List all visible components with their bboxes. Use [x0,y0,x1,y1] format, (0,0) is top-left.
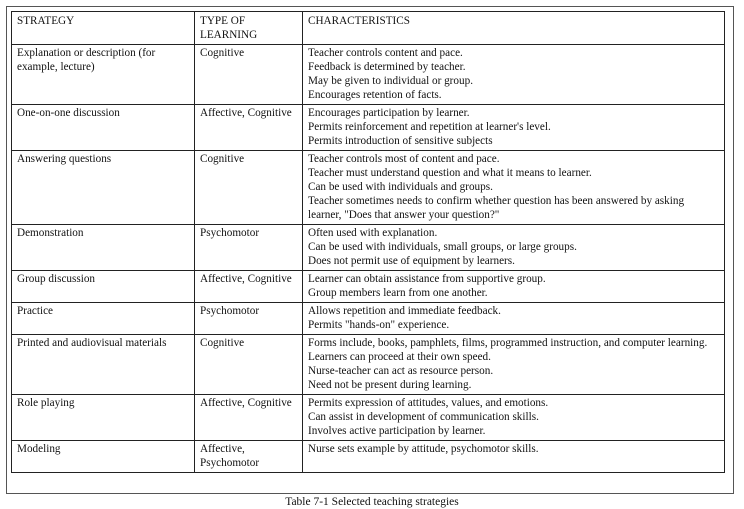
characteristic-item: Need not be present during learning. [308,379,472,391]
type-of-learning-cell: Cognitive [195,151,303,225]
table-row [12,303,725,335]
type-of-learning-cell: Cognitive [195,45,303,105]
characteristics-cell [303,225,725,271]
table-row [12,45,725,105]
header-type-of-learning: TYPE OF LEARNING [195,12,303,45]
strategy-cell: Explanation or description (for example, lecture) [12,45,195,105]
characteristic-item: Encourages participation by learner. [308,107,470,119]
strategy-cell: Practice [12,303,195,335]
characteristics-cell [303,45,725,105]
table-row [12,225,725,271]
table-row [12,395,725,441]
type-of-learning-cell: Psychomotor [195,303,303,335]
teaching-strategies-table [11,11,725,473]
table-body [12,45,725,473]
characteristic-item: Learners can proceed at their own speed. [308,351,491,363]
table-row [12,335,725,395]
characteristics-cell [303,271,725,303]
characteristic-item: Feedback is determined by teacher. [308,61,466,73]
characteristics-cell [303,335,725,395]
table-row [12,441,725,473]
characteristic-item: Allows repetition and immediate feedback. [308,305,501,317]
characteristic-item: Teacher must understand question and what it means to learner. [308,167,592,179]
characteristic-item: Learner can obtain assistance from supportive group. [308,273,546,285]
characteristic-item: Can be used with individuals, small groups, or large groups. [308,241,577,253]
characteristic-item: Permits "hands-on" experience. [308,319,450,331]
characteristic-item: Nurse sets example by attitude, psychomotor skills. [308,443,539,455]
strategy-cell: Answering questions [12,151,195,225]
type-of-learning-cell: Cognitive [195,335,303,395]
table-row [12,105,725,151]
characteristic-item: Can be used with individuals and groups. [308,181,493,193]
table-caption: Table 7-1 Selected teaching strategies [285,496,459,508]
table-header-row [12,12,725,45]
strategy-cell: Printed and audiovisual materials [12,335,195,395]
type-of-learning-cell: Psychomotor [195,225,303,271]
table-row [12,151,725,225]
characteristic-item: Teacher controls content and pace. [308,47,463,59]
strategy-cell: One-on-one discussion [12,105,195,151]
strategy-cell: Demonstration [12,225,195,271]
characteristics-cell [303,395,725,441]
characteristic-item: Forms include, books, pamphlets, films, programmed instruction, and computer learning. [308,337,708,349]
strategy-cell: Role playing [12,395,195,441]
characteristic-item: Teacher controls most of content and pace. [308,153,500,165]
characteristics-cell [303,303,725,335]
strategy-cell: Group discussion [12,271,195,303]
type-of-learning-cell: Affective, Cognitive [195,395,303,441]
characteristics-cell [303,441,725,473]
characteristic-item: Involves active participation by learner. [308,425,486,437]
type-of-learning-cell: Affective, Cognitive [195,271,303,303]
type-of-learning-cell: Affective, Cognitive [195,105,303,151]
characteristic-item: Encourages retention of facts. [308,89,442,101]
header-strategy: STRATEGY [12,12,195,45]
characteristic-item: Group members learn from one another. [308,287,488,299]
strategy-cell: Modeling [12,441,195,473]
characteristics-cell [303,151,725,225]
characteristics-cell [303,105,725,151]
characteristic-item: Teacher sometimes needs to confirm whether question has been answered by asking learner, "Does that answer your question?" [308,195,685,221]
characteristic-item: Often used with explanation. [308,227,438,239]
characteristic-item: Permits reinforcement and repetition at learner's level. [308,121,551,133]
characteristic-item: May be given to individual or group. [308,75,473,87]
characteristic-item: Permits introduction of sensitive subjects [308,135,493,147]
table-row [12,271,725,303]
characteristic-item: Does not permit use of equipment by learners. [308,255,515,267]
characteristic-item: Permits expression of attitudes, values, and emotions. [308,397,549,409]
header-characteristics: CHARACTERISTICS [303,12,725,45]
characteristic-item: Nurse-teacher can act as resource person. [308,365,494,377]
type-of-learning-cell: Affective, Psychomotor [195,441,303,473]
characteristic-item: Can assist in development of communication skills. [308,411,539,423]
